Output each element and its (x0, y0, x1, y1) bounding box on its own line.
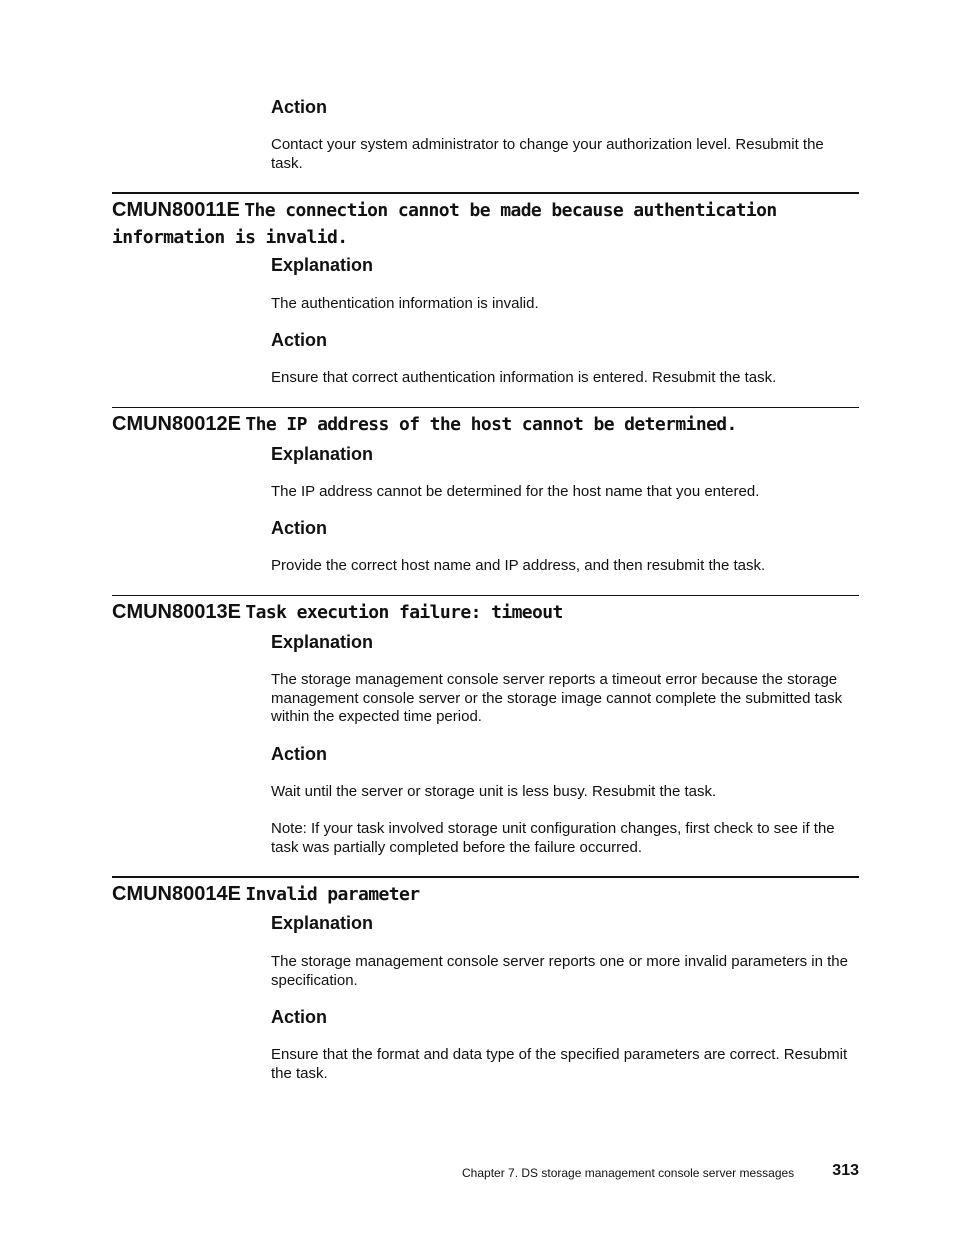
message-code: CMUN80013E (112, 601, 241, 623)
intro-action-text: Contact your system administrator to change your authorization level. Resubmit the task. (271, 136, 824, 172)
action-heading: Action (271, 518, 327, 538)
message-title (112, 194, 859, 252)
footer-chapter: Chapter 7. DS storage management console server messages (462, 1166, 795, 1180)
message-text: Invalid parameter (245, 884, 420, 905)
message-cmun80014e (112, 876, 859, 909)
action-heading: Action (271, 744, 327, 764)
action-heading: Action (271, 1007, 327, 1027)
page-number: 313 (832, 1162, 859, 1179)
message-cmun80012e (112, 407, 859, 439)
message-cmun80011e (112, 192, 859, 252)
action-text: Ensure that correct authentication information is entered. Resubmit the task. (271, 369, 777, 386)
message-text: The connection cannot be made because authentication information is invalid. (112, 200, 777, 248)
message-title (112, 878, 859, 909)
message-code: CMUN80012E (112, 413, 241, 435)
explanation-heading: Explanation (271, 444, 374, 464)
message-text: Task execution failure: timeout (245, 602, 563, 623)
message-text: The IP address of the host cannot be determined. (245, 414, 737, 435)
explanation-heading: Explanation (271, 632, 374, 652)
action-text: Provide the correct host name and IP address, and then resubmit the task. (271, 557, 766, 574)
explanation-text: The storage management console server reports a timeout error because the storage management console server or the storage image cannot complete the submitted task within the expected time period. (271, 671, 843, 725)
message-code: CMUN80011E (112, 199, 240, 221)
action-text: Wait until the server or storage unit is less busy. Resubmit the task. (271, 783, 717, 800)
intro-action-heading: Action (271, 97, 327, 117)
explanation-text: The authentication information is invalid. (271, 295, 539, 312)
action-heading: Action (271, 330, 327, 350)
action-text: Ensure that the format and data type of the specified parameters are correct. Resubmit the task. (271, 1046, 848, 1082)
message-title (112, 596, 859, 627)
explanation-heading: Explanation (271, 255, 374, 275)
explanation-text: The IP address cannot be determined for the host name that you entered. (271, 483, 760, 500)
explanation-text: The storage management console server reports one or more invalid parameters in the specification. (271, 953, 848, 989)
message-title (112, 408, 859, 439)
note-text: Note: If your task involved storage unit configuration changes, first check to see if the task was partially completed before the failure occurred. (271, 820, 835, 856)
message-code: CMUN80014E (112, 883, 241, 905)
explanation-heading: Explanation (271, 913, 374, 933)
message-cmun80013e (112, 595, 859, 627)
